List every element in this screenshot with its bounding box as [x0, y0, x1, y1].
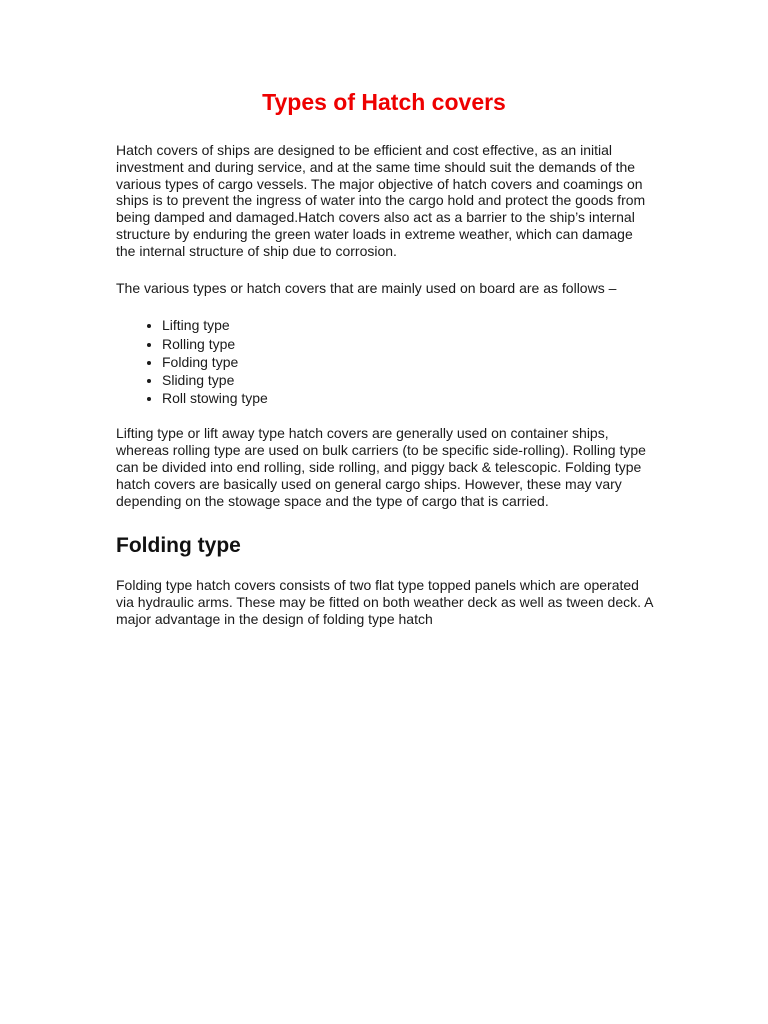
list-item: • Rolling type [162, 335, 656, 353]
list-item: • Lifting type [162, 316, 656, 334]
section-heading-folding-type: Folding type [116, 534, 241, 558]
page-title: Types of Hatch covers [262, 89, 506, 115]
types-paragraph: Lifting type or lift away type hatch covers are generally used on container ships, whereas rolling type are used on bulk carriers (to be specific side-rolling). Rolling type can be divided into end rolling, side rolling, and piggy back & telescopic. Folding type hatch covers are basically used on general cargo ships. However, these may vary depending on the stowage space and the type of cargo that is carried. [116, 425, 646, 509]
list-item: • Sliding type [162, 371, 656, 389]
list-item: • Folding type [162, 353, 656, 371]
list-item: • Roll stowing type [162, 389, 656, 407]
folding-type-paragraph: Folding type hatch covers consists of two flat type topped panels which are operated via hydraulic arms. These may be fitted on both weather deck as well as tween deck. A major advantage in the design of folding type hatch [116, 577, 653, 627]
hatch-types-list [116, 316, 656, 407]
intro-paragraph: Hatch covers of ships are designed to be efficient and cost effective, as an initial investment and during service, and at the same time should suit the demands of the various types of cargo vessels. The major objective of hatch covers and coamings on ships is to prevent the ingress of water into the cargo hold and protect the goods from being damped and damaged.Hatch covers also act as a barrier to the ship’s internal structure by enduring the green water loads in extreme weather, which can damage the internal structure of ship due to corrosion. [116, 142, 646, 259]
document-content [116, 86, 656, 648]
list-intro-paragraph: The various types or hatch covers that are mainly used on board are as follows – [116, 279, 617, 296]
